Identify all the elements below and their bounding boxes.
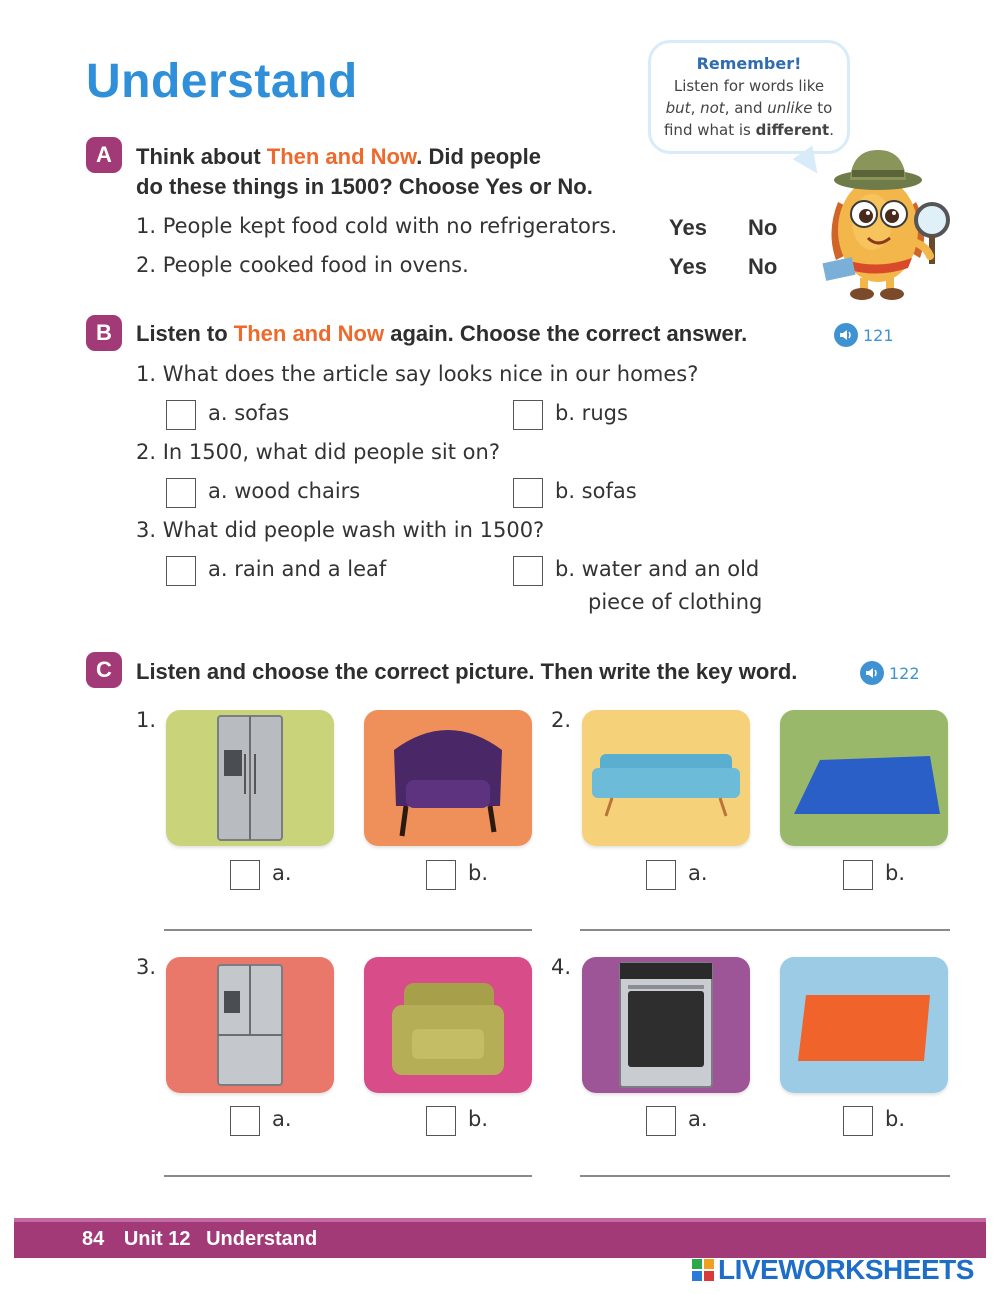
b-question-3: 3. What did people wash with in 1500?	[136, 518, 545, 542]
b1-option-a-checkbox[interactable]	[166, 400, 196, 430]
audio-track-121-button[interactable]	[834, 323, 894, 347]
c3-option-a-checkbox[interactable]	[230, 1106, 260, 1136]
a2-yes-option[interactable]: Yes	[669, 254, 707, 279]
c1-option-a-label: a.	[272, 861, 292, 885]
b2-option-a-checkbox[interactable]	[166, 478, 196, 508]
c2-answer-line[interactable]	[580, 929, 950, 931]
b2-option-b-label: b. sofas	[555, 479, 637, 503]
remember-line-2: but, not, and unlike to	[665, 99, 833, 117]
a2-no-option[interactable]: No	[748, 254, 778, 279]
mascot-explorer-image	[816, 142, 956, 302]
c-item-1-number: 1.	[136, 708, 157, 732]
c1-option-b-label: b.	[468, 861, 489, 885]
footer-section: Understand	[206, 1228, 318, 1250]
remember-line-3: find what is different.	[663, 121, 835, 139]
c3-option-b-checkbox[interactable]	[426, 1106, 456, 1136]
section-c-badge: C	[86, 652, 122, 688]
c2-rug-image[interactable]	[780, 710, 948, 846]
a1-yes-option[interactable]: Yes	[669, 215, 707, 240]
footer-unit: Unit 12	[123, 1228, 191, 1250]
section-a-item-1: 1. People kept food cold with no refrigerators.	[136, 214, 618, 238]
b2-option-b-checkbox[interactable]	[513, 478, 543, 508]
b1-option-b-checkbox[interactable]	[513, 400, 543, 430]
section-a-item-2: 2. People cooked food in ovens.	[136, 253, 469, 277]
section-b-badge: B	[86, 315, 122, 351]
page-number: 84	[82, 1228, 105, 1250]
a1-no-option[interactable]: No	[748, 215, 778, 240]
c3-refrigerator-image[interactable]	[166, 957, 334, 1093]
c3-answer-line[interactable]	[164, 1175, 532, 1177]
b-question-2: 2. In 1500, what did people sit on?	[136, 440, 500, 464]
audio-track-122-button[interactable]	[860, 661, 920, 685]
logo-icon	[692, 1259, 714, 1281]
c2-sofa-image[interactable]	[582, 710, 750, 846]
speaker-icon	[860, 661, 884, 685]
liveworksheets-logo	[692, 1254, 974, 1286]
section-a-instruction: Think about Then and Now. Did people do these things in 1500? Choose Yes or No.	[136, 144, 593, 199]
c4-oven-image[interactable]	[582, 957, 750, 1093]
c-item-4-number: 4.	[551, 955, 572, 979]
c4-option-a-checkbox[interactable]	[646, 1106, 676, 1136]
b3-option-a-checkbox[interactable]	[166, 556, 196, 586]
c1-refrigerator-image[interactable]	[166, 710, 334, 846]
section-a-badge: A	[86, 137, 122, 173]
c4-answer-line[interactable]	[580, 1175, 950, 1177]
b3-option-a-label: a. rain and a leaf	[208, 557, 387, 581]
b3-option-b-checkbox[interactable]	[513, 556, 543, 586]
c-item-2-number: 2.	[551, 708, 572, 732]
page-footer	[14, 1218, 986, 1258]
remember-bubble	[648, 40, 850, 154]
c4-option-a-label: a.	[688, 1107, 708, 1131]
c4-option-b-checkbox[interactable]	[843, 1106, 873, 1136]
b1-option-b-label: b. rugs	[555, 401, 628, 425]
c-item-3-number: 3.	[136, 955, 157, 979]
c1-option-b-checkbox[interactable]	[426, 860, 456, 890]
c3-option-b-label: b.	[468, 1107, 489, 1131]
brand-name: LIVEWORKSHEETS	[718, 1254, 974, 1285]
remember-line-1: Listen for words like	[673, 77, 825, 95]
section-b-instruction: Listen to Then and Now again. Choose the correct answer.	[136, 321, 748, 346]
b3-option-b-label-line-2: piece of clothing	[588, 590, 763, 614]
c3-option-a-label: a.	[272, 1107, 292, 1131]
c3-armchair-image[interactable]	[364, 957, 532, 1093]
c2-option-b-checkbox[interactable]	[843, 860, 873, 890]
remember-heading: Remember!	[696, 54, 802, 73]
b2-option-a-label: a. wood chairs	[208, 479, 361, 503]
c2-option-a-checkbox[interactable]	[646, 860, 676, 890]
b1-option-a-label: a. sofas	[208, 401, 290, 425]
c4-option-b-label: b.	[885, 1107, 906, 1131]
speaker-icon	[834, 323, 858, 347]
c1-armchair-image[interactable]	[364, 710, 532, 846]
b3-option-b-label: b. water and an old	[555, 557, 760, 581]
page-title: Understand	[86, 55, 358, 108]
section-c-instruction: Listen and choose the correct picture. Then write the key word.	[136, 659, 798, 684]
footer-text	[82, 1228, 331, 1251]
c1-answer-line[interactable]	[164, 929, 532, 931]
c2-option-a-label: a.	[688, 861, 708, 885]
audio-track-number: 121	[863, 325, 894, 345]
c1-option-a-checkbox[interactable]	[230, 860, 260, 890]
c4-rug-image[interactable]	[780, 957, 948, 1093]
b-question-1: 1. What does the article say looks nice in our homes?	[136, 362, 699, 386]
c2-option-b-label: b.	[885, 861, 906, 885]
audio-track-number: 122	[889, 663, 920, 683]
